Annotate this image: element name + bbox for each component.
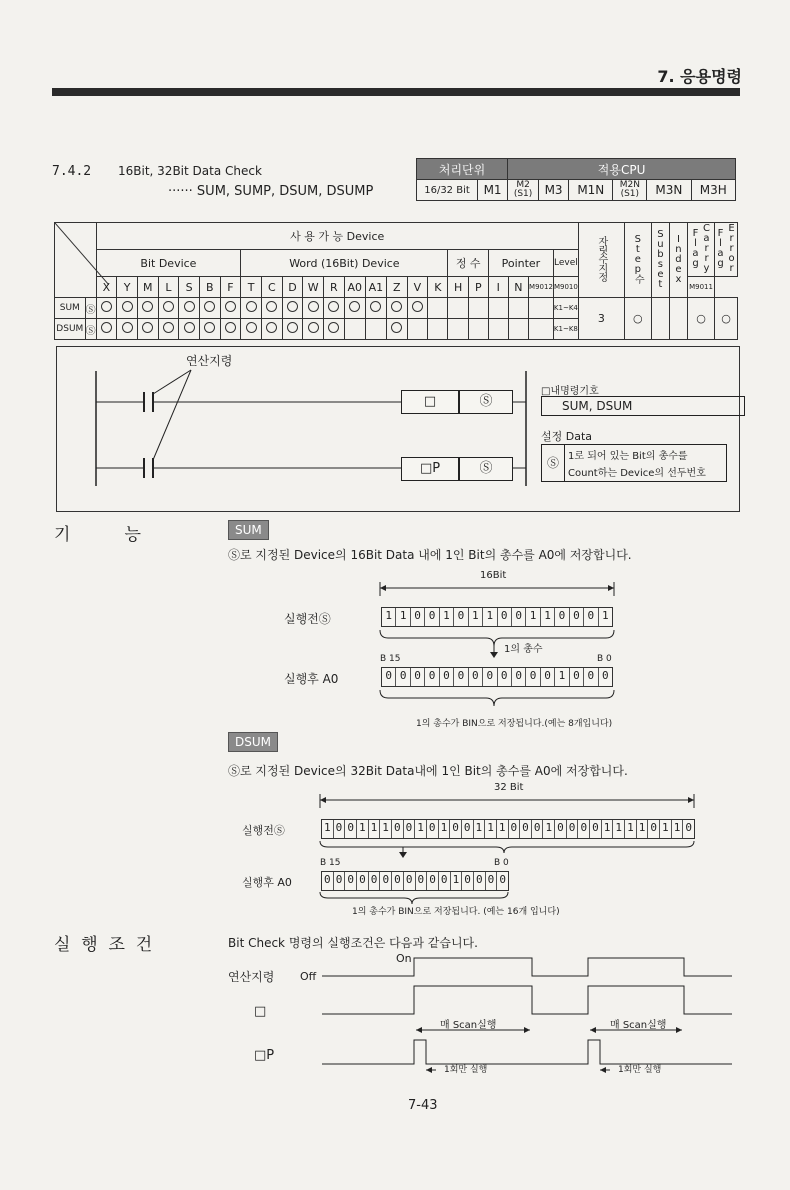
device-column-header: S: [179, 277, 200, 298]
bit-cell: 0: [570, 608, 584, 626]
dsum-tag: DSUM: [228, 732, 278, 752]
bit-cell: 0: [392, 820, 404, 838]
dsum-width-label: 32 Bit: [494, 782, 524, 793]
ladder-op-label: 연산지령: [186, 354, 233, 368]
dsum-desc: Ⓢ로 지정된 Device의 32Bit Data내에 1인 Bit의 총수를 A0에 저장합니다.: [228, 764, 628, 778]
usable-mark: [225, 301, 236, 312]
setting-desc-1: 1로 되어 있는 Bit의 총수를: [568, 451, 688, 462]
bit-cell: 1: [541, 608, 555, 626]
bit-cell: 1: [555, 668, 569, 686]
bit-cell: 0: [392, 872, 404, 890]
once-1: 1회만 실행: [444, 1065, 488, 1075]
bit-cell: 1: [660, 820, 672, 838]
device-table: [54, 222, 738, 340]
level-header: Level: [553, 250, 578, 277]
instr-value: SUM, DSUM: [541, 396, 745, 416]
device-column-header: Y: [117, 277, 138, 298]
device-mark-cell: [199, 319, 220, 340]
device-mark-cell: [117, 298, 138, 319]
setting-desc-2: Count하는 Device의 선두번호: [568, 468, 706, 479]
cpu-table: [416, 158, 736, 201]
device-mark-cell: [241, 319, 262, 340]
device-mark-cell: [386, 319, 407, 340]
bit-cell: 0: [499, 873, 506, 886]
device-mark-cell: [488, 298, 508, 319]
bit-cell: 0: [416, 872, 428, 890]
sum-note: 1의 총수가 BIN으로 저장됩니다.(예는 8개입니다): [416, 719, 613, 729]
chapter-title: 7. 응용명령: [657, 67, 742, 86]
usable-mark: [101, 322, 112, 333]
digit-cell: K1~K4: [553, 298, 578, 319]
bit-cell: 0: [590, 820, 602, 838]
usable-mark: [163, 301, 174, 312]
sum-width-label: 16Bit: [480, 570, 507, 581]
error-cell: ○: [688, 298, 715, 340]
bit-cell: 0: [567, 820, 579, 838]
sum-b15: B 15: [380, 654, 401, 664]
bit-cell: 0: [425, 608, 439, 626]
device-mark-cell: [199, 298, 220, 319]
device-mark-cell: [117, 319, 138, 340]
setting-label: 설정 Data: [541, 430, 593, 443]
bit-cell: 1: [474, 820, 486, 838]
bit-cell: 0: [578, 820, 590, 838]
device-mark-cell: [468, 298, 488, 319]
device-column-header: H: [448, 277, 468, 298]
subset-header: Subset: [651, 223, 669, 298]
usable-mark: [122, 322, 133, 333]
device-mark-cell: [282, 298, 303, 319]
bit-cell: 0: [411, 608, 425, 626]
flag-code: M9010: [553, 277, 578, 298]
device-mark-cell: [179, 319, 200, 340]
index-cell: [651, 298, 669, 340]
constant-header: 정 수: [448, 250, 488, 277]
cpu-cell: M2N (S1): [613, 180, 647, 201]
flag-code: M9012: [529, 277, 554, 298]
bit-cell: 0: [509, 820, 521, 838]
usable-mark: [370, 301, 381, 312]
carry-cell: [669, 298, 687, 340]
use-header: 사 용 가 능 Device: [96, 223, 578, 250]
device-column-header: T: [241, 277, 262, 298]
device-column-header: M: [137, 277, 158, 298]
sum-after-bits: [381, 667, 613, 687]
cpu-cell: M3N: [647, 180, 691, 201]
usable-mark: [391, 322, 402, 333]
bit-cell: 0: [555, 820, 567, 838]
bit-cell: 0: [345, 872, 357, 890]
usable-mark: [287, 301, 298, 312]
bit-cell: 0: [541, 668, 555, 686]
digit-header: 자릿수지정: [578, 223, 624, 298]
bit-cell: 0: [469, 668, 483, 686]
device-column-header: Z: [386, 277, 407, 298]
exec-on: On: [396, 952, 412, 965]
subset-cell: ○: [624, 298, 651, 340]
ladder-op1-box: Ⓢ: [459, 390, 513, 414]
dsum-b0: B 0: [494, 858, 509, 868]
exec-desc: Bit Check 명령의 실행조건은 다음과 같습니다.: [228, 936, 478, 950]
exec-off: Off: [300, 970, 317, 983]
error-header: Error Flag: [715, 223, 738, 277]
device-mark-cell: [386, 298, 407, 319]
device-mark-cell: [220, 298, 241, 319]
cpu-unit: 16/32 Bit: [417, 180, 478, 201]
device-mark-cell: [365, 319, 386, 340]
bit-cell: 1: [439, 820, 451, 838]
sum-after-label: 실행후 A0: [284, 672, 339, 686]
ladder-op2-box: Ⓢ: [459, 457, 513, 481]
device-mark-cell: [179, 298, 200, 319]
sum-after-brace: [378, 688, 618, 710]
bit-cell: 1: [483, 608, 497, 626]
bit-cell: 0: [450, 820, 462, 838]
device-column-header: V: [407, 277, 428, 298]
dsum-after-bits: [321, 871, 509, 891]
device-mark-cell: [261, 319, 282, 340]
sum-width-arrow: [378, 582, 618, 596]
bit-cell: 0: [440, 668, 454, 686]
bit-cell: 1: [602, 820, 614, 838]
bit-cell: 0: [427, 872, 439, 890]
pointer-header: Pointer: [488, 250, 553, 277]
dsum-before-label: 실행전Ⓢ: [242, 824, 285, 837]
usable-mark: [328, 301, 339, 312]
row-instr-sym: Ⓢ: [85, 298, 96, 319]
device-mark-cell: [303, 298, 324, 319]
device-mark-cell: [344, 319, 365, 340]
sum-tag: SUM: [228, 520, 269, 540]
bit-cell: 1: [451, 872, 463, 890]
usable-mark: [246, 322, 257, 333]
device-mark-cell: [137, 298, 158, 319]
bit-cell: 1: [485, 820, 497, 838]
device-column-header: I: [488, 277, 508, 298]
bit-cell: 1: [601, 609, 609, 622]
device-mark-cell: [344, 298, 365, 319]
bit-cell: 0: [486, 872, 498, 890]
step-header: Step수: [624, 223, 651, 298]
sum-desc: Ⓢ로 지정된 Device의 16Bit Data 내에 1인 Bit의 총수를 A0에 저장합니다.: [228, 548, 632, 562]
section-number: 7.4.2: [52, 164, 92, 179]
bit-cell: 1: [543, 820, 555, 838]
diagonal-line: [55, 223, 109, 285]
bit-cell: 0: [474, 872, 486, 890]
bit-cell: 0: [685, 821, 692, 834]
setting-sym: Ⓢ: [542, 445, 565, 481]
usable-mark: [204, 322, 215, 333]
bit-device-header: Bit Device: [96, 250, 241, 277]
bit-cell: 0: [584, 608, 598, 626]
device-mark-cell: [508, 319, 528, 340]
cpu-cell: M3H: [691, 180, 735, 201]
bit-cell: 0: [396, 668, 410, 686]
device-column-header: A0: [344, 277, 365, 298]
device-column-header: N: [508, 277, 528, 298]
row-instr-sym: Ⓢ: [85, 319, 96, 340]
bit-cell: 0: [425, 668, 439, 686]
bit-cell: 1: [382, 608, 396, 626]
cpu-cell: M1N: [569, 180, 613, 201]
bit-cell: 0: [439, 872, 451, 890]
device-mark-cell: [407, 298, 428, 319]
bit-cell: 0: [462, 820, 474, 838]
page-number: 7-43: [408, 1098, 438, 1113]
once-2: 1회만 실행: [618, 1065, 662, 1075]
cpu-col1-header: 처리단위: [417, 159, 508, 180]
header-rule: [52, 88, 740, 96]
usable-mark: [246, 301, 257, 312]
usable-mark: [308, 322, 319, 333]
bit-cell: 0: [512, 668, 526, 686]
bit-cell: 0: [454, 608, 468, 626]
sum-before-label: 실행전Ⓢ: [284, 612, 331, 626]
bit-cell: 0: [427, 820, 439, 838]
device-mark-cell: [407, 319, 428, 340]
device-mark-cell: [220, 319, 241, 340]
device-column-header: F: [220, 277, 241, 298]
usable-mark: [142, 322, 153, 333]
carry-header: Carry Flag: [688, 223, 715, 277]
timing-diagram: [320, 950, 740, 1080]
exec-heading: 실 행 조 건: [54, 935, 153, 955]
usable-mark: [328, 322, 339, 333]
bit-cell: 0: [334, 872, 346, 890]
bit-cell: 0: [357, 872, 369, 890]
usable-mark: [122, 301, 133, 312]
dsum-width-arrow: [318, 794, 698, 808]
usable-mark: [142, 301, 153, 312]
device-column-header: D: [282, 277, 303, 298]
section-subtitle: ······ SUM, SUMP, DSUM, DSUMP: [168, 184, 374, 199]
bit-cell: 0: [555, 608, 569, 626]
sum-before-bits: [381, 607, 613, 627]
exec-row2-label: □: [254, 1004, 267, 1019]
usable-mark: [184, 322, 195, 333]
bit-cell: 0: [584, 668, 598, 686]
bit-cell: 0: [404, 872, 416, 890]
flag-code: M9011: [688, 277, 715, 298]
device-column-header: W: [303, 277, 324, 298]
bit-cell: 1: [526, 608, 540, 626]
bit-cell: 1: [396, 608, 410, 626]
word-device-header: Word (16Bit) Device: [241, 250, 448, 277]
device-mark-cell: [137, 319, 158, 340]
each-scan-1: 매 Scan실행: [440, 1020, 497, 1031]
bit-cell: 1: [613, 820, 625, 838]
dsum-note: 1의 총수가 BIN으로 저장됩니다. (예는 16개 입니다): [352, 907, 560, 917]
bit-cell: 1: [625, 820, 637, 838]
device-mark-cell: [428, 319, 448, 340]
device-column-header: A1: [365, 277, 386, 298]
sum-brace: [378, 628, 618, 658]
bit-cell: 1: [322, 820, 334, 838]
device-column-header: K: [428, 277, 448, 298]
setting-box: [541, 444, 727, 482]
usable-mark: [184, 301, 195, 312]
cpu-cell: M2 (S1): [508, 180, 539, 201]
device-column-header: B: [199, 277, 220, 298]
bit-cell: 1: [672, 820, 684, 838]
usable-mark: [101, 301, 112, 312]
device-mark-cell: [158, 298, 179, 319]
bit-cell: 1: [497, 820, 509, 838]
error-cell-2: ○: [715, 298, 738, 340]
device-mark-cell: [448, 298, 468, 319]
bit-cell: 0: [345, 820, 357, 838]
device-mark-cell: [282, 319, 303, 340]
cpu-cell: M3: [539, 180, 569, 201]
device-row: [55, 298, 738, 319]
device-mark-cell: [428, 298, 448, 319]
bit-cell: 0: [462, 872, 474, 890]
bit-cell: 0: [526, 668, 540, 686]
ladder-diagram: [56, 346, 740, 512]
device-mark-cell: [488, 319, 508, 340]
bit-cell: 1: [415, 820, 427, 838]
bit-cell: 0: [520, 820, 532, 838]
level-cell: [529, 298, 554, 319]
device-mark-cell: [303, 319, 324, 340]
bit-cell: 1: [380, 820, 392, 838]
device-column-header: R: [323, 277, 344, 298]
usable-mark: [266, 322, 277, 333]
device-column-header: X: [96, 277, 117, 298]
row-instr-name: SUM: [55, 298, 86, 319]
bit-cell: 0: [380, 872, 392, 890]
usable-mark: [225, 322, 236, 333]
sum-count-label: 1의 총수: [504, 644, 543, 655]
bit-cell: 0: [498, 668, 512, 686]
bit-cell: 0: [483, 668, 497, 686]
device-mark-cell: [241, 298, 262, 319]
row-instr-name: DSUM: [55, 319, 86, 340]
bit-cell: 0: [411, 668, 425, 686]
bit-cell: 1: [369, 820, 381, 838]
device-mark-cell: [158, 319, 179, 340]
bit-cell: 0: [369, 872, 381, 890]
cpu-col2-header: 적용CPU: [508, 159, 736, 180]
bit-cell: 0: [570, 668, 584, 686]
section-title: 16Bit, 32Bit Data Check: [118, 164, 262, 178]
device-mark-cell: [96, 298, 117, 319]
usable-mark: [349, 301, 360, 312]
usable-mark: [391, 301, 402, 312]
dsum-b15: B 15: [320, 858, 341, 868]
level-cell: [529, 319, 554, 340]
bit-cell: 0: [601, 669, 609, 682]
bit-cell: 1: [440, 608, 454, 626]
device-mark-cell: [365, 298, 386, 319]
usable-mark: [287, 322, 298, 333]
device-mark-cell: [323, 298, 344, 319]
bit-cell: 0: [532, 820, 544, 838]
step-cell: 3: [578, 298, 624, 340]
usable-mark: [204, 301, 215, 312]
usable-mark: [266, 301, 277, 312]
device-mark-cell: [448, 319, 468, 340]
bit-cell: 0: [512, 608, 526, 626]
bit-cell: 0: [322, 872, 334, 890]
dsum-before-bits: [321, 819, 695, 839]
device-column-header: L: [158, 277, 179, 298]
bit-cell: 0: [454, 668, 468, 686]
bit-cell: 0: [498, 608, 512, 626]
device-column-header: P: [468, 277, 488, 298]
bit-cell: 1: [357, 820, 369, 838]
cpu-cell: M1: [478, 180, 508, 201]
device-mark-cell: [323, 319, 344, 340]
diag-cell: [55, 223, 97, 298]
device-mark-cell: [468, 319, 488, 340]
bit-cell: 0: [334, 820, 346, 838]
device-mark-cell: [261, 298, 282, 319]
ladder-cmd2-box: □P: [401, 457, 459, 481]
usable-mark: [412, 301, 423, 312]
bit-cell: 0: [404, 820, 416, 838]
index-header: Index: [669, 223, 687, 298]
bit-cell: 1: [469, 608, 483, 626]
digit-cell: K1~K8: [553, 319, 578, 340]
usable-mark: [308, 301, 319, 312]
bit-cell: 1: [637, 820, 649, 838]
dsum-after-label: 실행후 A0: [242, 876, 292, 889]
sum-b0: B 0: [597, 654, 612, 664]
device-mark-cell: [508, 298, 528, 319]
bit-cell: 0: [382, 668, 396, 686]
dsum-brace: [318, 839, 698, 859]
instr-label: □내명령기호: [541, 386, 599, 397]
device-column-header: C: [261, 277, 282, 298]
exec-row3-label: □P: [254, 1048, 275, 1063]
usable-mark: [163, 322, 174, 333]
each-scan-2: 매 Scan실행: [610, 1020, 667, 1031]
device-mark-cell: [96, 319, 117, 340]
ladder-cmd1-box: □: [401, 390, 459, 414]
exec-op-label: 연산지령: [228, 970, 275, 984]
function-heading: 기 능: [54, 525, 141, 545]
bit-cell: 0: [648, 820, 660, 838]
